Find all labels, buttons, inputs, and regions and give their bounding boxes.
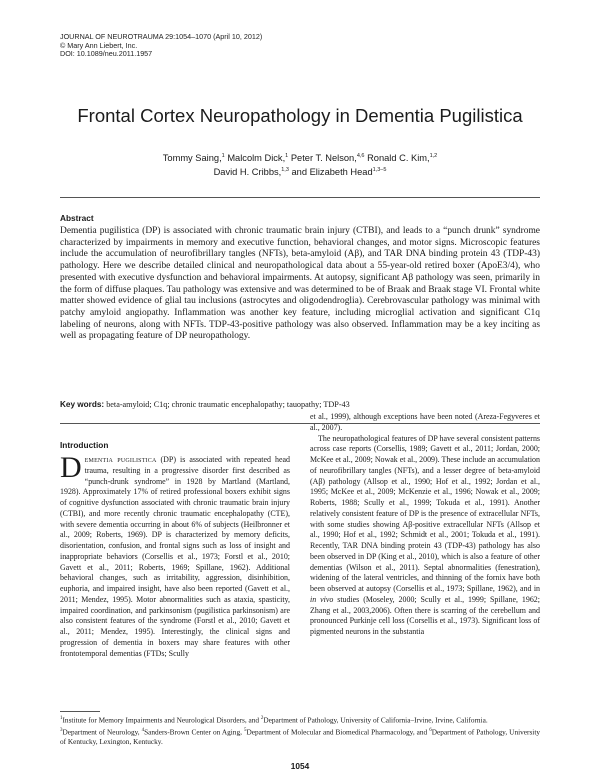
affiliation-footnotes (60, 714, 540, 747)
footnote-marker: 4 (141, 728, 145, 734)
footnote-text: Department of Molecular and Biomedical Pharmacology, and (246, 727, 430, 737)
author-name: Malcolm Dick, (227, 153, 286, 164)
author-affiliation: 1,2 (429, 153, 438, 159)
author-affiliation: 1,3–5 (372, 167, 387, 174)
abstract-top-rule (60, 197, 540, 198)
keywords (60, 400, 540, 409)
footnote-2 (60, 726, 540, 746)
page-number: 1054 (290, 761, 310, 771)
footnote-rule (60, 711, 100, 712)
journal-line: JOURNAL OF NEUROTRAUMA 29:1054–1070 (April 10, 2012) (60, 32, 263, 41)
footnote-marker: 3 (60, 728, 63, 734)
author-name: Tommy Saing, (162, 153, 222, 164)
footnote-marker: 5 (243, 728, 247, 734)
abstract-text: Dementia pugilistica (DP) is associated with chronic traumatic brain injury (CTBI), and leads to a “punch drunk” syndrome characterized by impairments in memory and executive function, behavioral changes, and motor signs. Microscopic features include the accumulation of neurofibrillary tangles (NFTs), beta-amyloid (Aβ), and TAR DNA binding protein 43 (TDP-43) pathology. Here we describe detailed clinical and neuropathological data about a 55-year-old retired boxer (ApoE3/4), who presented with executive dysfunction and behavioral impairments. At autopsy, significant Aβ pathology was seen, primarily in the form of diffuse plaques. Tau pathology was extensive and was determined to be of Braak and Braak stage VI. Frontal white matter showed evidence of glial tau inclusions (astrocytes and oligodendroglia). Cerebrovascular pathology was minimal with patchy amyloid angiopathy. Inflammation was another key feature, including microglial activation and significant C1q labeling of neurons, along with NFTs. TDP-43-positive pathology was also observed. Inflammation may be a key inciting as well as propagating feature of DP neuropathology. (60, 226, 540, 342)
footnote-marker: 6 (429, 728, 432, 734)
footnote-marker: 1 (60, 716, 63, 721)
journal-citation (60, 33, 262, 59)
footnote-text: Institute for Memory Impairments and Neurological Disorders, and (62, 715, 261, 725)
footnote-text: Department of Neurology, (62, 727, 142, 737)
footnote-text: Department of Pathology, University of Kentucky, Lexington, Kentucky. (60, 727, 540, 746)
keywords-label: Key words: (60, 400, 105, 409)
in-vivo-italic: in vivo (310, 594, 334, 604)
author-list (0, 150, 600, 178)
author-name: David H. Cribbs, (213, 167, 282, 178)
author-affiliation: 1 (285, 153, 289, 159)
copyright-line: © Mary Ann Liebert, Inc. (60, 40, 138, 50)
keywords-text: beta-amyloid; C1q; chronic traumatic encephalopathy; tauopathy; TDP-43 (106, 400, 350, 409)
intro-right-text: The neuropathological features of DP have several consistent patterns across case reports (Corsellis, 1989; Gavett et al., 2011; Jordan, 2000; McKee et al., 2009; Nowak et al., 2009). These include an accumulation of neurofibrillary tangles (NFTs), and a lesser degree of beta-amyloid (Aβ) pathology (Allsop et al., 1990; Hof et al., 1992; Jordan et al., 1995; McKee et al., 2009; McKenzie et al., 1996; Nowak et al., 2009; Roberts, 1988; Scully et al., 1999; Tokuda et al., 1991). Another relatively consistent feature of DP is the presence of extracellular NFTs, with some studies showing Aβ-positive extracellular NFTs (Allsop et al., 1990; Hof et al., 1992; Schmidt et al., 2001; Tokuda et al., 1991). Recently, TAR DNA binding protein 43 (TDP-43) pathology has also been observed in DP (King et al., 2010), which is also a feature of other dementias (Wilson et al., 2011). Septal abnormalities (fenestration), widening of the lateral ventricles, and thinning of the fornix have both been observed at autopsy (Corsellis et al., 1973; Spillane, 1962), and in (310, 433, 540, 593)
intro-right-paragraph-1: et al., 1999), although exceptions have been noted (Areza-Fegyveres et al., 2007). (310, 412, 540, 432)
abstract-heading: Abstract (60, 213, 94, 223)
footnote-text: Department of Pathology, University of California–Irvine, Irvine, California. (263, 715, 488, 725)
author-affiliation: 1 (221, 153, 225, 159)
footnote-1 (60, 714, 540, 725)
intro-left-text: (DP) is associated with repeated head trauma, resulting in a progressive disorder first described as “punch-drunk syndrome” in 1928 by Martland (Martland, 1928). Approximately 17% of retired professional boxers exhibit signs of cognitive dysfunction associated with chronic traumatic brain injury (CTBI), and more recently chronic traumatic encephalopathy (CTE), with severe dementia occurring in about 6% of subjects (Heilbronner et al., 2009; Roberts, 1969). DP is characterized by memory deficits, disorientation, confusion, and frontal signs such as loss of insight and inappropriate behaviors (Corsellis et al., 1973; Forstl et al., 2010; Gavett et al., 2011; Roberts, 1969; Spillane, 1962). Additional behavioral changes, such as irritability, aggression, disinhibition, euphoria, and impaired insight, have also been reported (Gavett et al., 2011; Mendez, 1995). Motor abnormalities such as ataxia, spasticity, impaired coordination, and parkinsonism (pugilistica parkinsonism) are also consistent features of the syndrome (Forstl et al., 2010; Gavett et al., 2011; Mendez, 1995). Interestingly, the clinical signs and progression of dementia in boxers may share features with other frontotemporal dementias (FTDs; Scully (60, 455, 290, 658)
drop-cap: D (60, 451, 82, 484)
intro-left-column (60, 451, 290, 659)
article-title: Frontal Cortex Neuropathology in Dementia Pugilistica (77, 105, 523, 126)
introduction-heading: Introduction (60, 440, 109, 450)
footnote-text: Sanders-Brown Center on Aging, (144, 727, 244, 737)
intro-right-text-end: studies (Moseley, 2000; Scully et al., 1999; Spillane, 1962; Zhang et al., 2003,2006). Often there is scarring of the cerebellum and pronounced Purkinje cell loss (Corsellis et al., 1973). Significant loss of pigmented neurons in the substantia (310, 594, 540, 636)
intro-right-column (310, 412, 540, 638)
author-name: Peter T. Nelson, (290, 153, 357, 164)
footnote-marker: 2 (260, 716, 264, 721)
author-name: Ronald C. Kim, (367, 153, 430, 164)
author-affiliation: 1,3 (281, 167, 289, 174)
intro-right-paragraph-2 (310, 434, 540, 638)
author-affiliation: 4,6 (356, 153, 365, 159)
author-name: and Elizabeth Head (291, 167, 373, 178)
intro-smallcaps: ementia pugilistica (84, 455, 157, 464)
doi-line: DOI: 10.1089/neu.2011.1957 (60, 49, 153, 59)
